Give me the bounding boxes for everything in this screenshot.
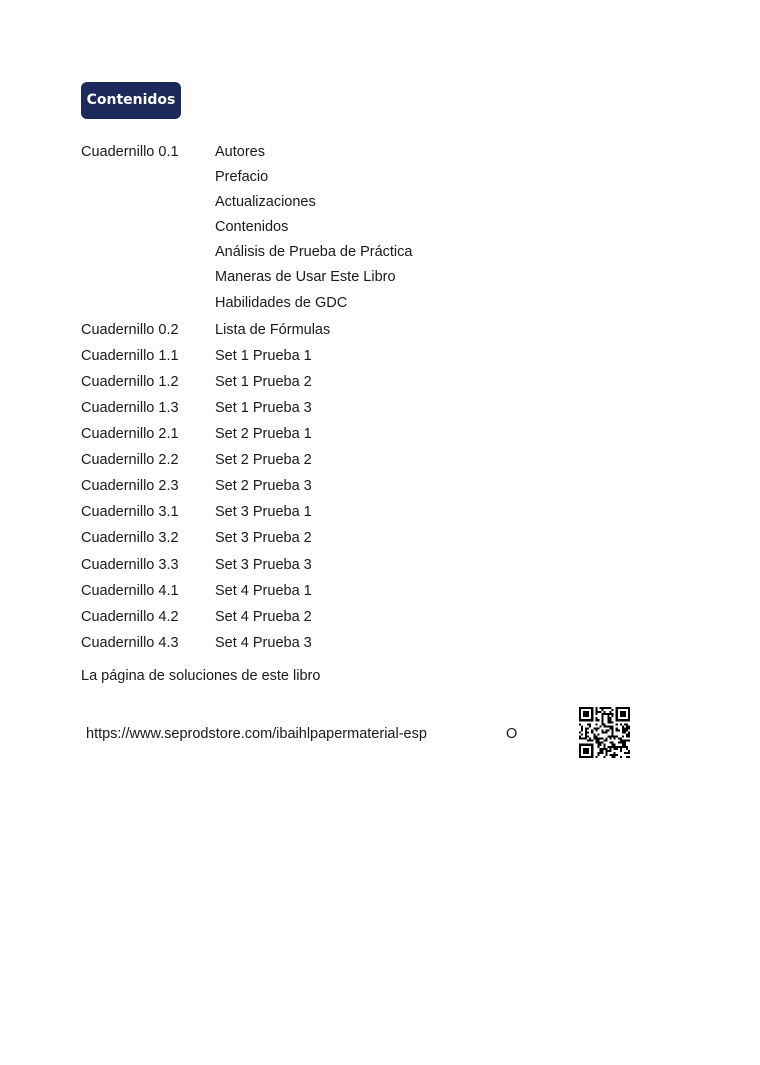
- toc-entry: Maneras de Usar Este Libro: [215, 269, 396, 286]
- toc-group: [81, 605, 581, 630]
- toc-entry-list: [215, 553, 312, 578]
- toc-group: [81, 448, 581, 473]
- toc-entry: Set 3 Prueba 3: [215, 556, 312, 573]
- toc-entry-list: [215, 396, 312, 421]
- toc-entry-list: [215, 140, 412, 316]
- toc-entry: Set 2 Prueba 3: [215, 478, 312, 495]
- toc-booklet-label: Cuadernillo 1.1: [81, 347, 179, 364]
- toc-entry-list: [215, 500, 312, 525]
- qr-code-icon[interactable]: [579, 707, 630, 758]
- toc-group: [81, 318, 581, 343]
- toc-entry-list: [215, 605, 312, 630]
- toc-booklet-label: Cuadernillo 0.2: [81, 321, 179, 338]
- toc-booklet-label: Cuadernillo 0.1: [81, 144, 179, 160]
- toc-group: [81, 631, 581, 656]
- toc-entry: Set 3 Prueba 2: [215, 530, 312, 547]
- toc-entry-list: [215, 579, 312, 604]
- solutions-url-link[interactable]: https://www.seprodstore.com/ibaihlpapermaterial-esp: [86, 726, 427, 742]
- toc-entry-list: [215, 631, 312, 656]
- toc-entry: Contenidos: [215, 219, 289, 236]
- toc-booklet-label: Cuadernillo 3.1: [81, 504, 179, 521]
- toc-booklet-label: Cuadernillo 2.1: [81, 426, 179, 443]
- toc-entry: Set 1 Prueba 3: [215, 399, 312, 416]
- toc-booklet-label: Cuadernillo 3.3: [81, 556, 179, 573]
- toc-entry: Set 3 Prueba 1: [215, 504, 312, 521]
- toc-entry: Set 4 Prueba 2: [215, 608, 312, 625]
- toc-group: [81, 422, 581, 447]
- toc-booklet-label: Cuadernillo 1.2: [81, 373, 179, 390]
- toc-entry-list: [215, 474, 312, 499]
- solutions-caption: La página de soluciones de este libro: [81, 668, 321, 684]
- toc-entry-list: [215, 344, 312, 369]
- toc-group: [81, 526, 581, 551]
- toc-booklet-label: Cuadernillo 4.3: [81, 634, 179, 651]
- toc-entry: Autores: [215, 144, 265, 160]
- toc-group: [81, 579, 581, 604]
- toc-entry-list: [215, 448, 312, 473]
- toc-group: [81, 344, 581, 369]
- toc-entry: Prefacio: [215, 169, 269, 186]
- toc-entry-list: [215, 318, 330, 343]
- toc-booklet-label: Cuadernillo 1.3: [81, 399, 179, 416]
- toc-entry: Lista de Fórmulas: [215, 321, 331, 338]
- contents-badge: Contenidos: [81, 82, 181, 119]
- toc-booklet-label: Cuadernillo 4.1: [81, 582, 179, 599]
- or-separator: O: [506, 726, 518, 742]
- toc-booklet-label: Cuadernillo 3.2: [81, 530, 179, 547]
- toc-group: [81, 370, 581, 395]
- toc-entry: Set 2 Prueba 1: [215, 426, 312, 443]
- toc-entry: Actualizaciones: [215, 194, 316, 211]
- toc-booklet-label: Cuadernillo 2.3: [81, 478, 179, 495]
- toc-entry: Análisis de Prueba de Práctica: [215, 244, 413, 261]
- toc-group: [81, 396, 581, 421]
- toc-entry: Set 1 Prueba 2: [215, 373, 312, 390]
- toc-entry: Set 4 Prueba 3: [215, 634, 312, 651]
- table-of-contents: [81, 140, 581, 657]
- toc-group: [81, 140, 581, 316]
- toc-entry: Habilidades de GDC: [215, 294, 348, 311]
- toc-group: [81, 474, 581, 499]
- toc-entry-list: [215, 422, 312, 447]
- toc-booklet-label: Cuadernillo 2.2: [81, 452, 179, 469]
- toc-booklet-label: Cuadernillo 4.2: [81, 608, 179, 625]
- toc-entry-list: [215, 526, 312, 551]
- toc-group: [81, 553, 581, 578]
- toc-entry: Set 4 Prueba 1: [215, 582, 312, 599]
- toc-entry-list: [215, 370, 312, 395]
- toc-entry: Set 1 Prueba 1: [215, 347, 312, 364]
- toc-group: [81, 500, 581, 525]
- toc-entry: Set 2 Prueba 2: [215, 452, 312, 469]
